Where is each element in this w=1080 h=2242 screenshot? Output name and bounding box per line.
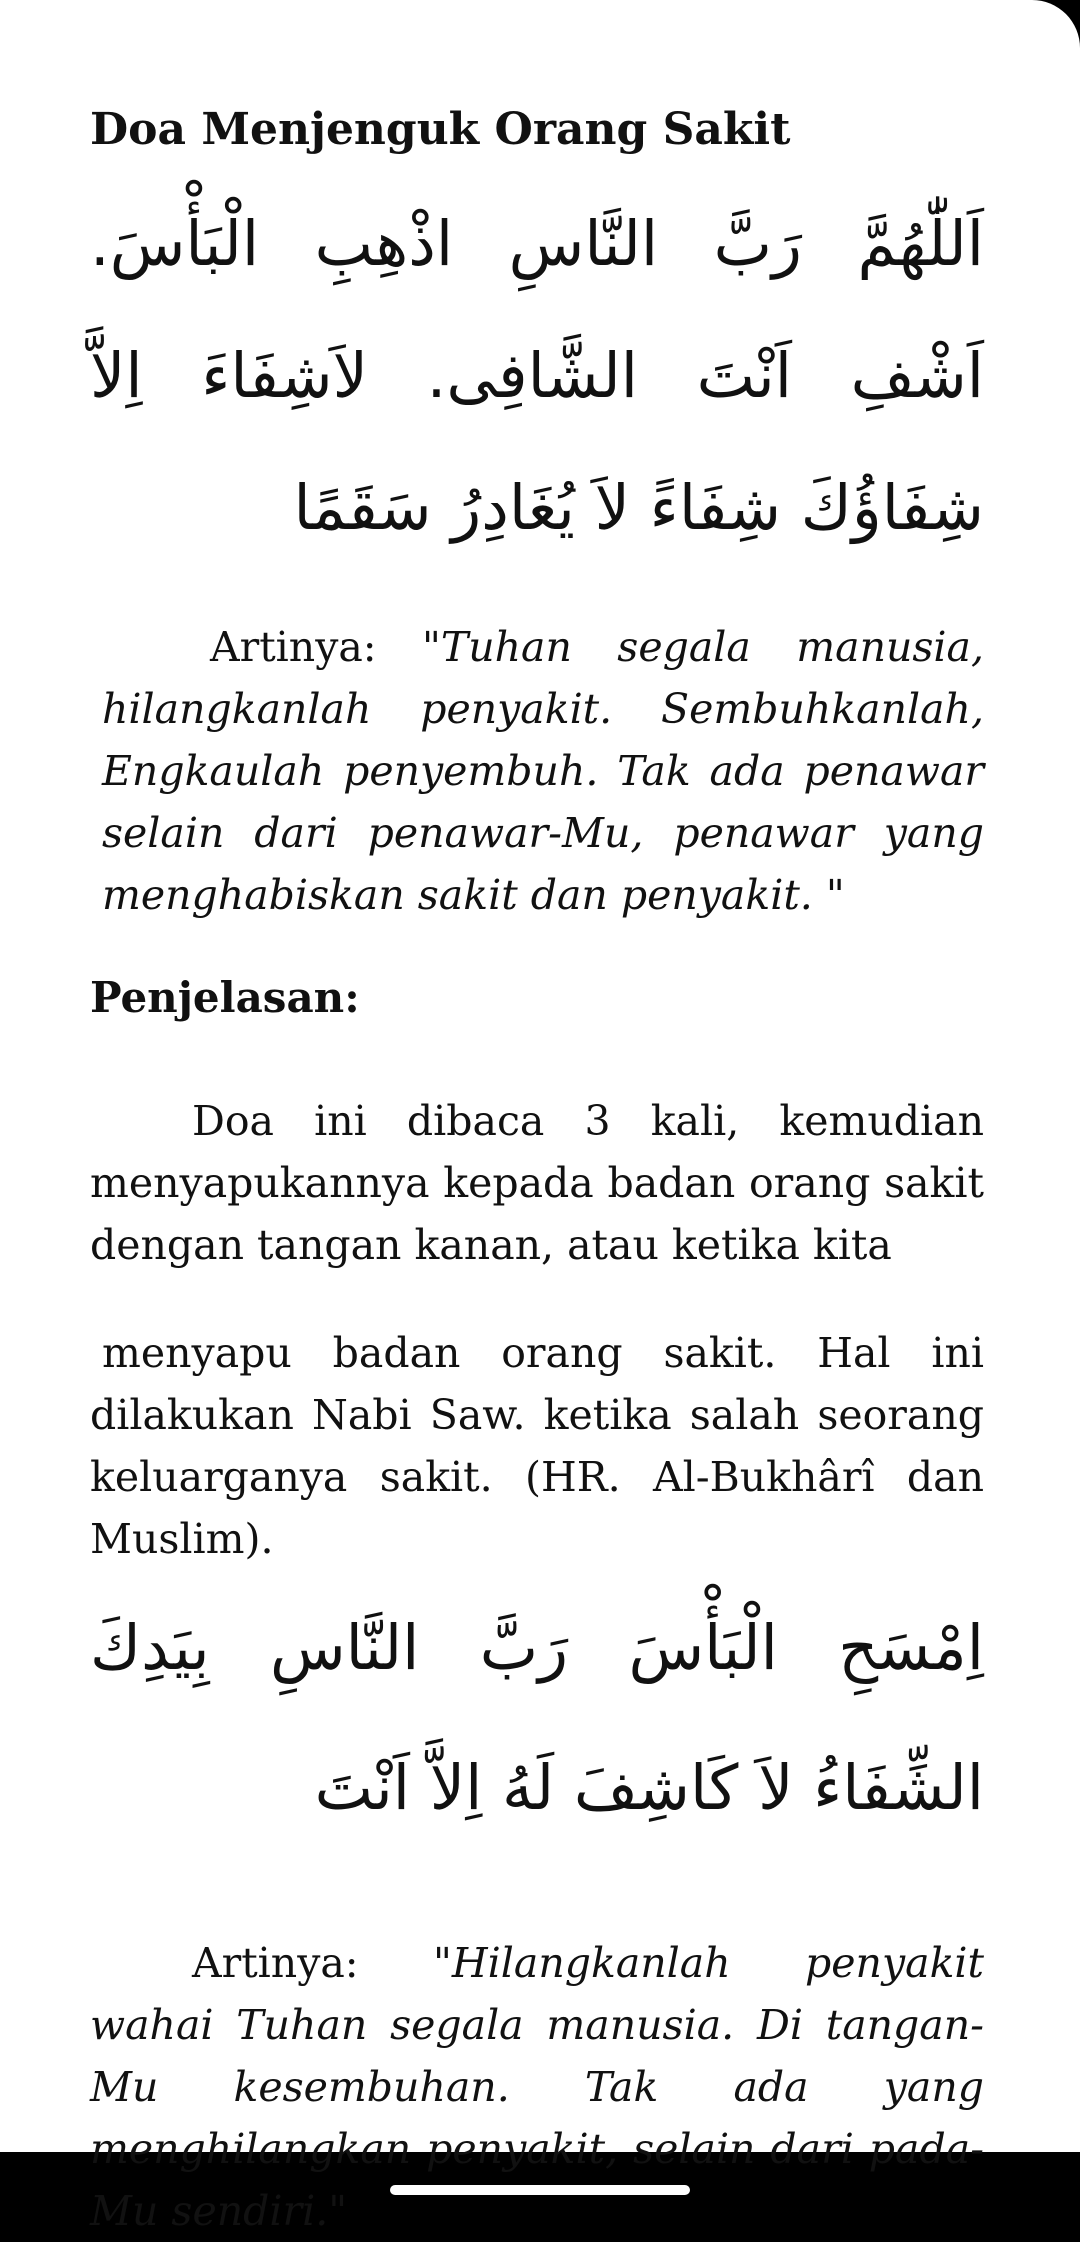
arabic-prayer-2: اِمْسَحِ الْبَأْسَ رَبَّ النَّاسِ بِيَدِكَ الشِّفَاءُ لاَ كَاشِفَ لَهُ اِلاَّ اَنْتَ [90,1611,984,1824]
explanation-paragraph-1: Doa ini dibaca 3 kali, kemudian menyapukannya kepada badan orang sakit dengan tangan kanan, atau ketika kita [90,1097,984,1269]
page-title: Doa Menjenguk Orang Sakit [90,104,791,155]
arabic-prayer-1: اَللّٰهُمَّ رَبَّ النَّاسِ اذْهِبِ الْبَأْسَ. اَشْفِ اَنْتَ الشَّافِى. لاَشِفَاءَ اِلاَّ شِفَاؤُكَ شِفَاءً لاَ يُغَادِرُ سَقَمًا [90,207,984,544]
translation-2 [90,1932,984,2242]
explanation-paragraph-2: menyapu badan orang sakit. Hal ini dilakukan Nabi Saw. ketika salah seorang keluarganya sakit. (HR. Al-Bukhârî dan Muslim). [90,1329,984,1563]
translation-2-label: Artinya: [192,1939,434,1987]
translation-1-text: "Tuhan segala manusia, hilangkanlah penyakit. Sembuhkanlah, Engkaulah penyembuh. Tak ada penawar selain dari penawar-Mu, penawar yang menghabiskan sakit dan penyakit. " [102,623,985,919]
translation-1-label: Artinya: [210,623,423,671]
explanation-heading: Penjelasan: [90,973,360,1022]
translation-2-text: "Hilangkanlah penyakit wahai Tuhan segala manusia. Di tangan-Mu kesembuhan. Tak ada yang menghilangkan penyakit, selain dari pada-Mu sendiri." [90,1939,985,2235]
translation-1 [102,616,984,926]
home-indicator[interactable] [390,2185,690,2195]
